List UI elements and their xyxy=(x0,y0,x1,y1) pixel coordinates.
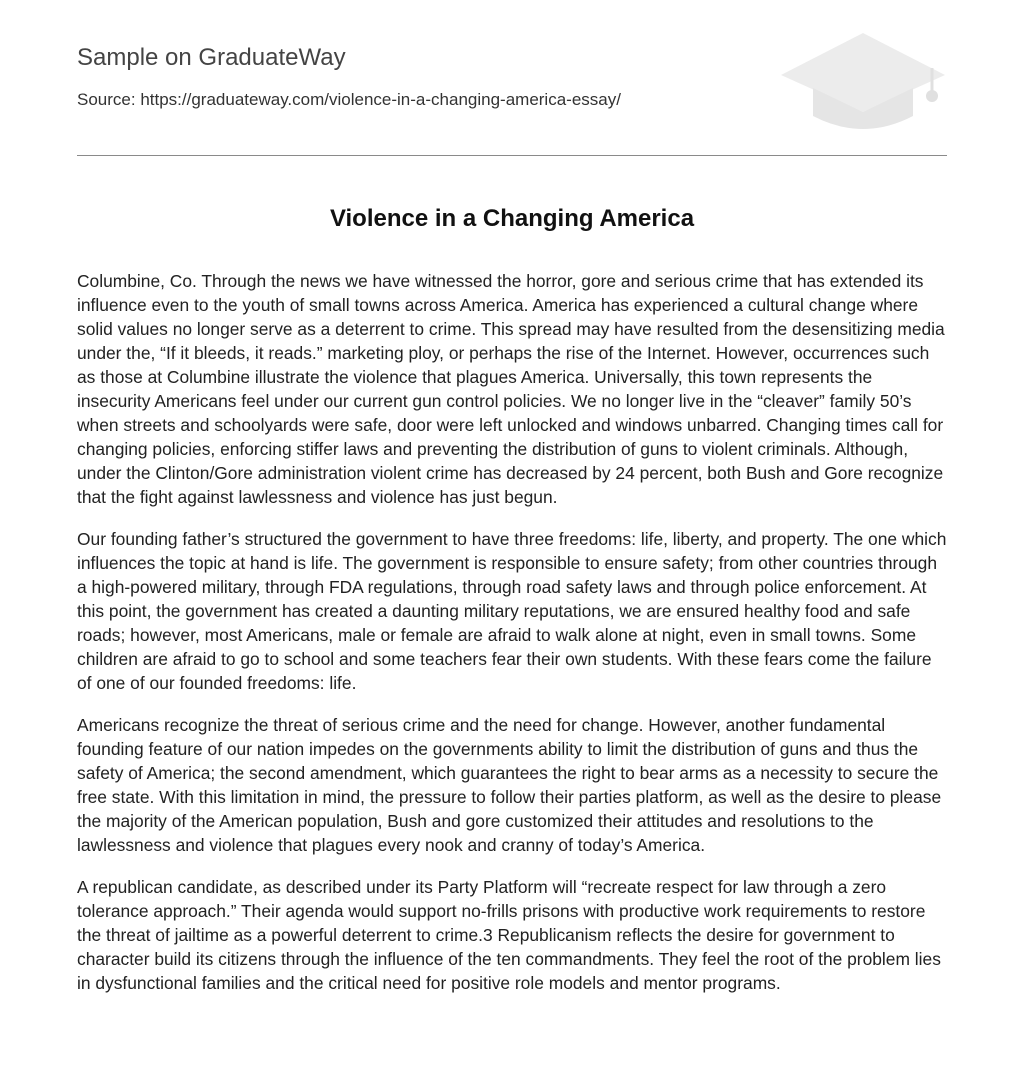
page-header xyxy=(77,0,947,156)
graduation-cap-icon xyxy=(781,30,949,134)
paragraph: Columbine, Co. Through the news we have witnessed the horror, gore and serious crime that has extended its influence even to the youth of small towns across America. America has experienced a cultural change where solid values no longer serve as a deterrent to crime. This spread may have resulted from the desensitizing media under the, “If it bleeds, it reads.” marketing ploy, or perhaps the rise of the Internet. However, occurrences such as those at Columbine illustrate the violence that plagues America. Universally, this town represents the insecurity Americans feel under our current gun control policies. We no longer live in the “cleaver” family 50’s when streets and schoolyards were safe, door were left unlocked and windows unbarred. Changing times call for changing policies, enforcing stiffer laws and preventing the distribution of guns to violent criminals. Although, under the Clinton/Gore administration violent crime has decreased by 24 percent, both Bush and Gore recognize that the fight against lawlessness and violence has just begun. xyxy=(77,271,945,507)
source-link[interactable]: https://graduateway.com/violence-in-a-changing-america-essay/ xyxy=(140,90,621,109)
site-title: Sample on GraduateWay xyxy=(77,44,346,71)
essay-title: Violence in a Changing America xyxy=(329,205,695,232)
essay-body xyxy=(77,269,947,1013)
paragraph: Americans recognize the threat of serious crime and the need for change. However, another fundamental founding feature of our nation impedes on the governments ability to limit the distribution of guns and thus the safety of America; the second amendment, which guarantees the right to bear arms as a necessity to secure the free state. With this limitation in mind, the pressure to follow their parties platform, as well as the desire to please the majority of the American population, Bush and gore customized their attitudes and resolutions to the lawlessness and violence that plagues every nook and cranny of today’s America. xyxy=(77,715,942,855)
paragraph: Our founding father’s structured the government to have three freedoms: life, liberty, and property. The one which influences the topic at hand is life. The government is responsible to ensure safety; from other countries through a high-powered military, through FDA regulations, through road safety laws and through police enforcement. At this point, the government has created a daunting military reputations, we are ensured healthy food and safe roads; however, most Americans, male or female are afraid to walk alone at night, even in small towns. Some children are afraid to go to school and some teachers fear their own students. With these fears come the failure of one of our founded freedoms: life. xyxy=(77,529,947,693)
header-divider xyxy=(77,155,947,156)
paragraph: A republican candidate, as described under its Party Platform will “recreate respect for law through a zero tolerance approach.” Their agenda would support no-frills prisons with productive work requirements to restore the threat of jailtime as a powerful deterrent to crime.3 Republicanism reflects the desire for government to character build its citizens through the influence of the ten commandments. They feel the root of the problem lies in dysfunctional families and the critical need for positive role models and mentor programs. xyxy=(77,877,941,993)
source-line xyxy=(77,90,621,110)
source-label: Source: xyxy=(77,90,136,109)
